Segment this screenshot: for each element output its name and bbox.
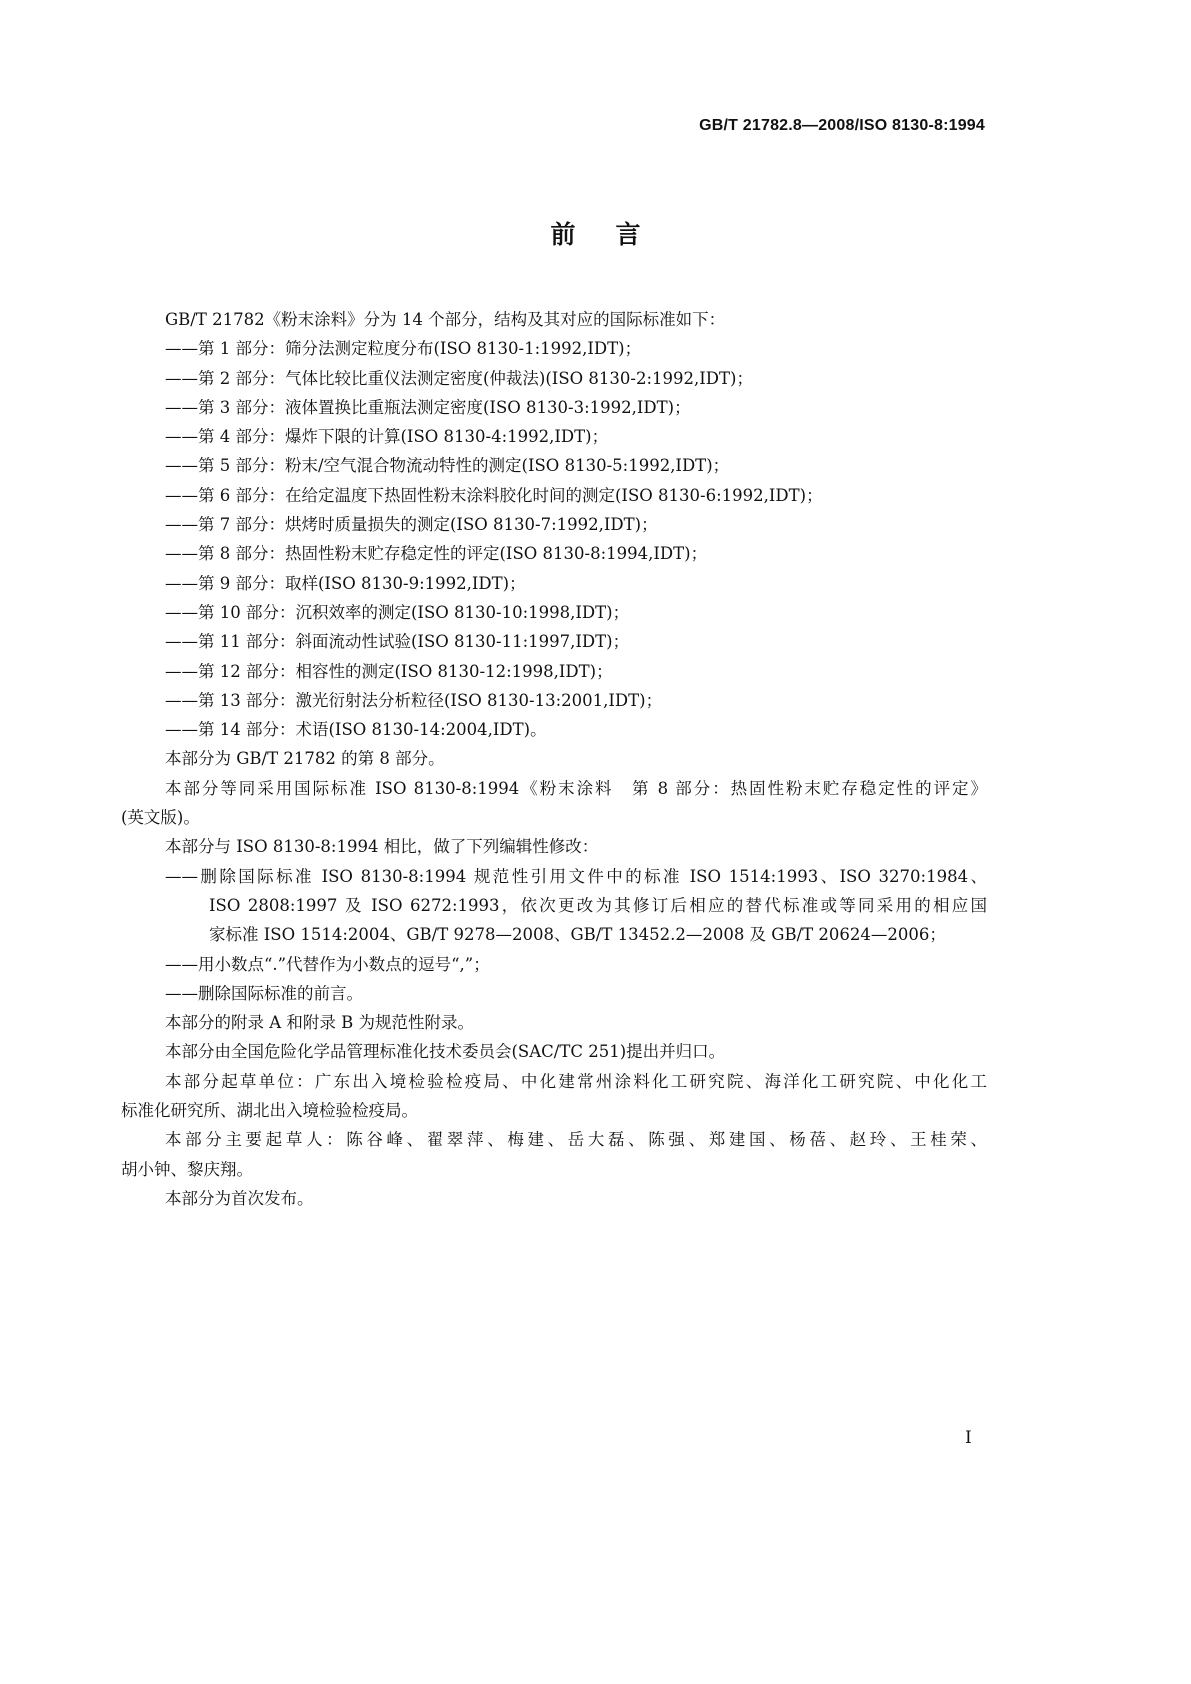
change-item-cont: 家标准 ISO 1514:2004、GB/T 9278—2008、GB/T 13452.2—2008 及 GB/T 20624—2006； (209, 925, 946, 945)
adoption-paragraph: 本部分等同采用国际标准 ISO 8130-8:1994《粉末涂料 第 8 部分：热固性粉末贮存稳定性的评定》 (165, 778, 987, 798)
list-item: ——第 2 部分：气体比较比重仪法测定密度(仲裁法)(ISO 8130-2:1992,IDT)； (165, 368, 753, 388)
list-item: ——第 9 部分：取样(ISO 8130-9:1992,IDT)； (165, 573, 526, 593)
changes-intro: 本部分与 ISO 8130-8:1994 相比，做了下列编辑性修改： (165, 837, 599, 857)
intro-paragraph: GB/T 21782《粉末涂料》分为 14 个部分，结构及其对应的国际标准如下： (165, 310, 726, 329)
list-item: ——第 11 部分：斜面流动性试验(ISO 8130-11:1997,IDT)； (165, 632, 630, 652)
page-title: 前言 (550, 220, 681, 249)
list-item: ——第 6 部分：在给定温度下热固性粉末涂料胶化时间的测定(ISO 8130-6:1992,IDT)； (165, 485, 823, 505)
change-item-cont: ISO 2808:1997 及 ISO 6272:1993，依次更改为其修订后相应的替代标准或等同采用的相应国 (209, 895, 987, 915)
list-item: ——第 1 部分：筛分法测定粒度分布(ISO 8130-1:1992,IDT)； (165, 339, 642, 359)
list-item: ——第 5 部分：粉末/空气混合物流动特性的测定(ISO 8130-5:1992,IDT)； (165, 456, 730, 476)
list-item: ——第 13 部分：激光衍射法分析粒径(ISO 8130-13:2001,IDT)； (165, 690, 663, 710)
list-item: ——第 10 部分：沉积效率的测定(ISO 8130-10:1998,IDT)； (165, 602, 630, 622)
list-item: ——第 14 部分：术语(ISO 8130-14:2004,IDT)。 (165, 720, 547, 740)
drafters-cont: 胡小钟、黎庆翔。 (121, 1159, 253, 1179)
list-item: ——第 8 部分：热固性粉末贮存稳定性的评定(ISO 8130-8:1994,IDT)； (165, 544, 708, 564)
list-item: ——第 12 部分：相容性的测定(ISO 8130-12:1998,IDT)； (165, 661, 613, 681)
change-item: ——用小数点“.”代替作为小数点的逗号“,”； (165, 954, 490, 974)
adoption-paragraph-cont: (英文版)。 (121, 808, 200, 828)
list-item: ——第 3 部分：液体置换比重瓶法测定密度(ISO 8130-3:1992,IDT)； (165, 397, 691, 417)
drafting-units-cont: 标准化研究所、湖北出入境检验检疫局。 (121, 1101, 418, 1121)
foreword-body (121, 305, 987, 1213)
drafting-units: 本部分起草单位：广东出入境检验检疫局、中化建常州涂料化工研究院、海洋化工研究院、中化化工 (165, 1071, 987, 1091)
first-issue-statement: 本部分为首次发布。 (165, 1188, 314, 1208)
change-item: ——删除国际标准 ISO 8130-8:1994 规范性引用文件中的标准 ISO 1514:1993、ISO 3270:1984、 (165, 866, 987, 886)
part-statement: 本部分为 GB/T 21782 的第 8 部分。 (165, 749, 445, 769)
list-item: ——第 4 部分：爆炸下限的计算(ISO 8130-4:1992,IDT)； (165, 427, 609, 447)
proposer-statement: 本部分由全国危险化学品管理标准化技术委员会(SAC/TC 251)提出并归口。 (165, 1042, 726, 1062)
annex-statement: 本部分的附录 A 和附录 B 为规范性附录。 (165, 1013, 475, 1033)
change-item: ——删除国际标准的前言。 (165, 983, 363, 1003)
drafters: 本部分主要起草人：陈谷峰、翟翠萍、梅建、岳大磊、陈强、郑建国、杨蓓、赵玲、王桂荣、 (165, 1130, 987, 1150)
standard-code-header: GB/T 21782.8—2008/ISO 8130-8:1994 (699, 117, 985, 134)
list-item: ——第 7 部分：烘烤时质量损失的测定(ISO 8130-7:1992,IDT)； (165, 515, 658, 535)
page-number: I (965, 1428, 972, 1448)
